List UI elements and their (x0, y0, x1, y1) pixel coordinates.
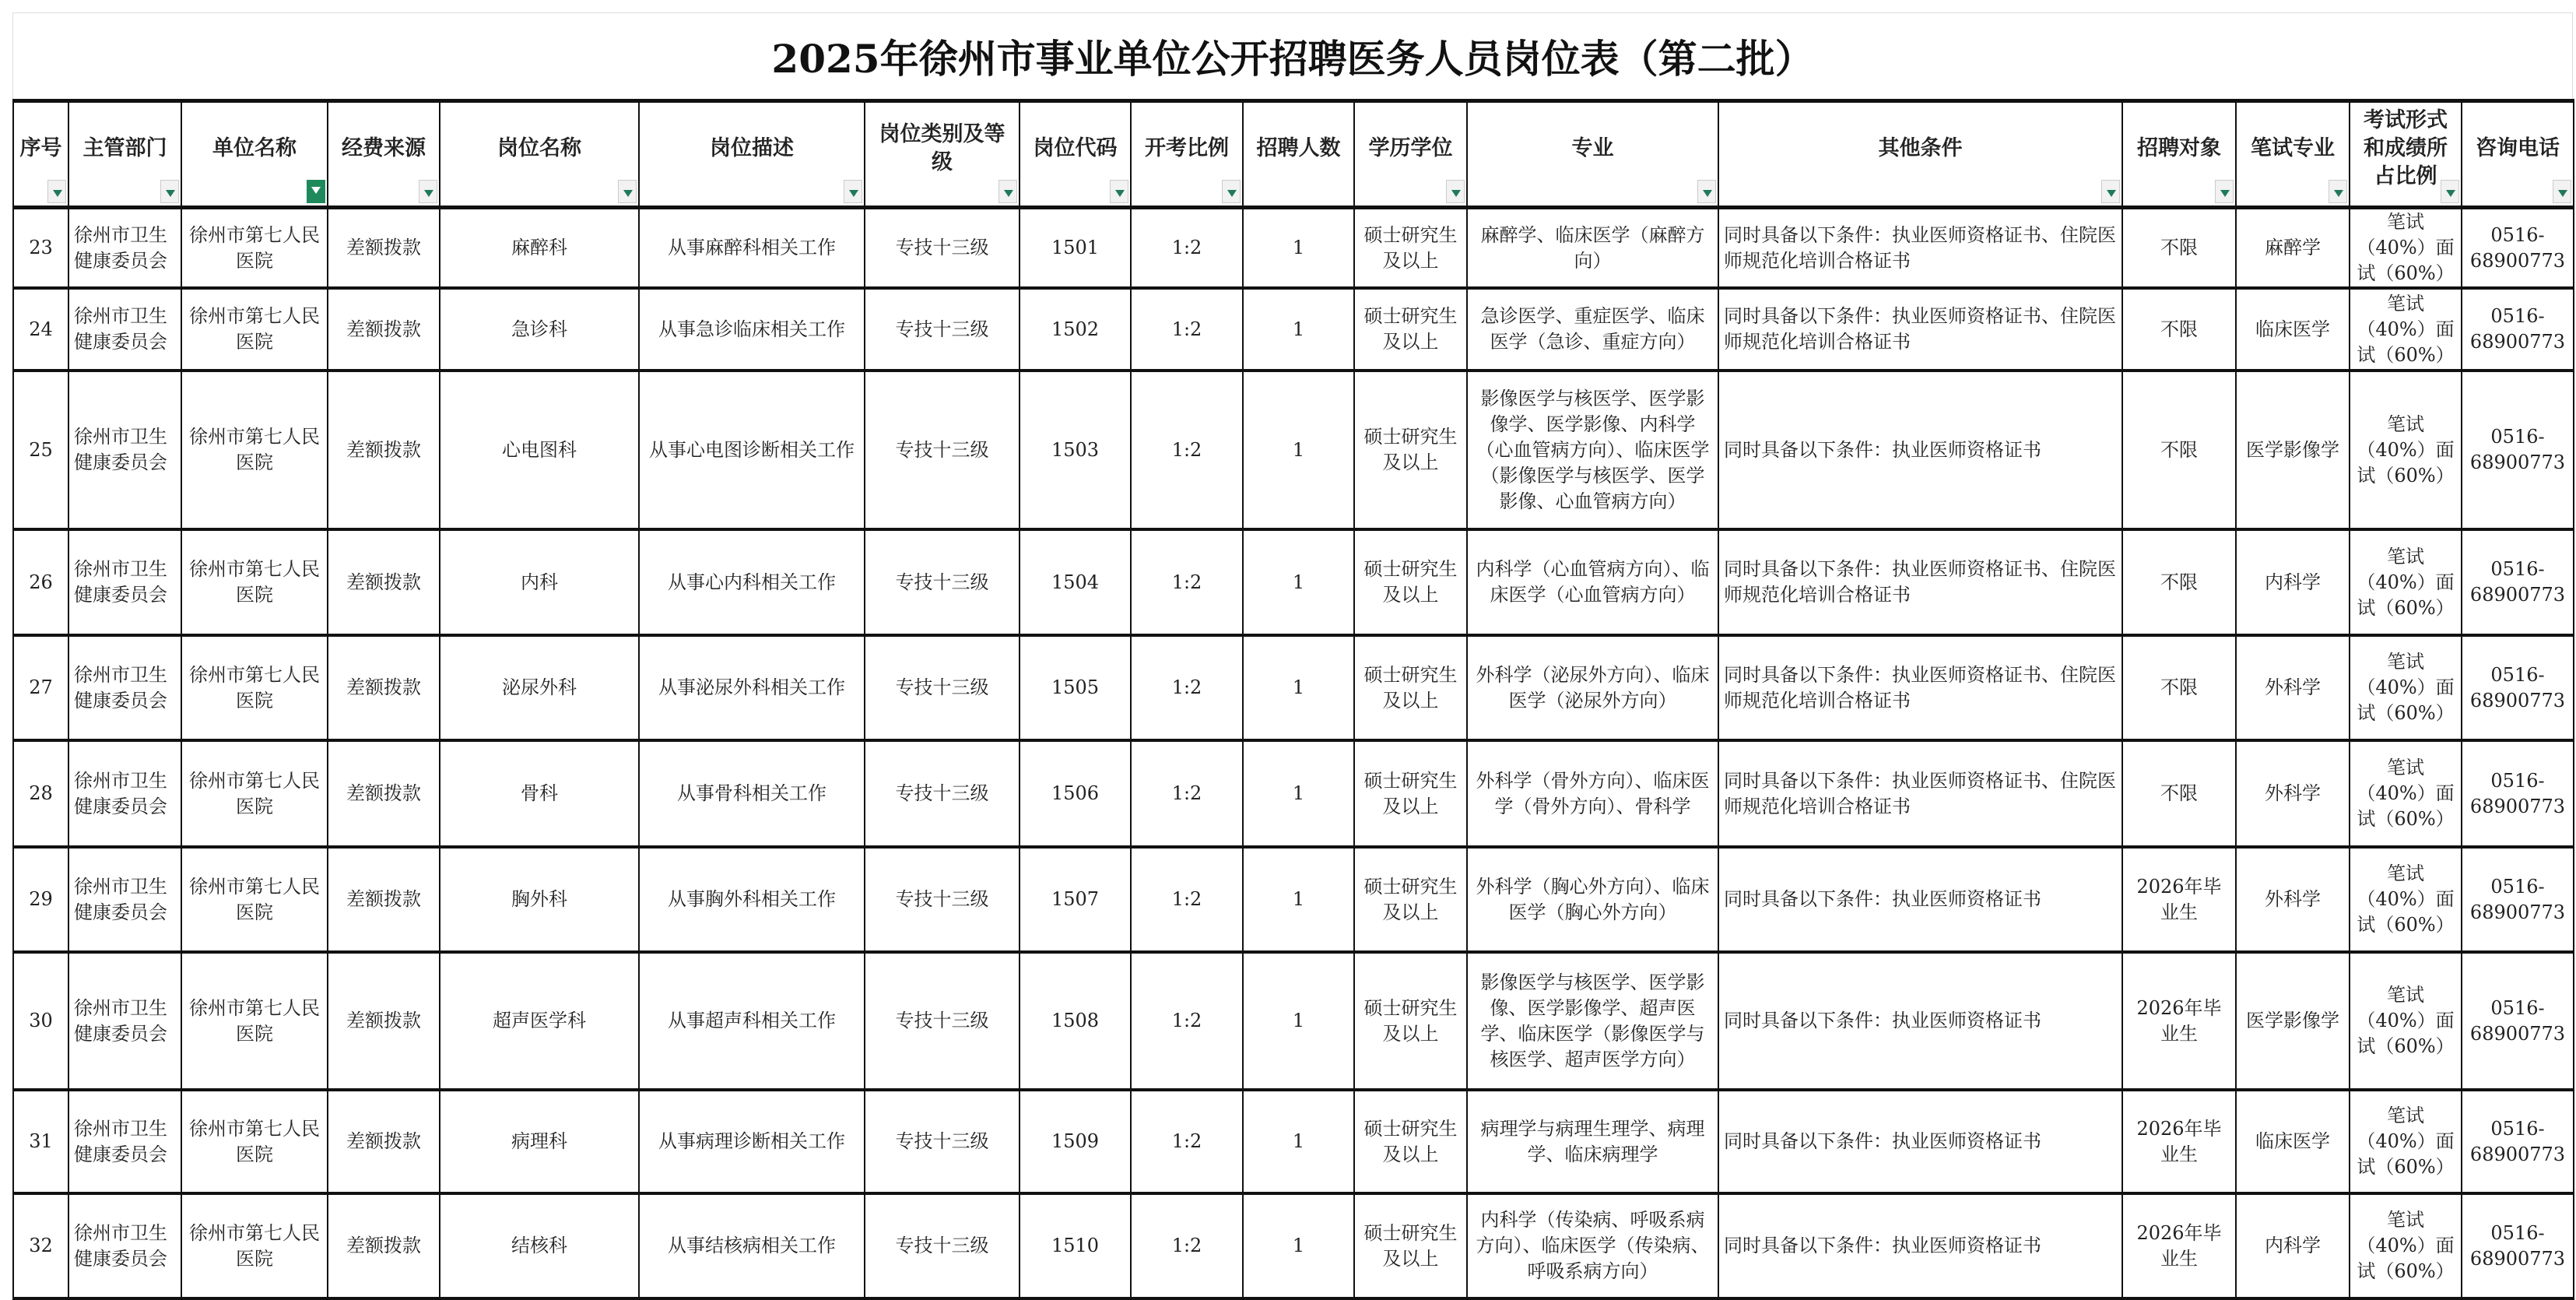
cell-phone[interactable]: 0516-68900773 (2462, 288, 2574, 371)
column-header (1243, 101, 1354, 208)
cell-hire-count[interactable]: 1 (1243, 740, 1354, 847)
cell-written-exam-subject[interactable]: 临床医学 (2236, 288, 2350, 371)
filter-dropdown-button[interactable] (2553, 180, 2571, 203)
cell-funding-source[interactable]: 差额拨款 (328, 847, 440, 952)
cell-department[interactable]: 徐州市卫生健康委员会 (68, 740, 181, 847)
cell-education[interactable]: 硕士研究生及以上 (1354, 208, 1467, 289)
cell-major[interactable]: 急诊医学、重症医学、临床医学（急诊、重症方向） (1467, 288, 1718, 371)
cell-row-number[interactable]: 28 (13, 740, 68, 847)
cell-post-description[interactable]: 从事超声科相关工作 (639, 952, 865, 1090)
table-row (13, 529, 2574, 635)
cell-exam-format[interactable]: 笔试（40%）面试（60%） (2350, 1090, 2462, 1193)
column-header-label: 岗位描述 (710, 136, 794, 160)
filter-dropdown-button[interactable] (998, 180, 1017, 203)
cell-exam-ratio[interactable]: 1:2 (1131, 952, 1243, 1090)
cell-post-grade[interactable]: 专技十三级 (865, 371, 1020, 529)
column-header (68, 101, 181, 208)
spreadsheet (12, 12, 2573, 1300)
header-row (13, 101, 2574, 208)
cell-department[interactable]: 徐州市卫生健康委员会 (68, 952, 181, 1090)
cell-post-grade[interactable]: 专技十三级 (865, 952, 1020, 1090)
cell-post-name[interactable]: 泌尿外科 (440, 635, 639, 740)
filter-dropdown-button[interactable] (2329, 180, 2347, 203)
cell-written-exam-subject[interactable]: 外科学 (2236, 740, 2350, 847)
cell-post-code[interactable]: 1510 (1020, 1193, 1131, 1298)
cell-unit-name[interactable]: 徐州市第七人民医院 (181, 288, 328, 371)
cell-other-conditions[interactable]: 同时具备以下条件：执业医师资格证书、住院医师规范化培训合格证书 (1718, 740, 2122, 847)
cell-written-exam-subject[interactable]: 外科学 (2236, 847, 2350, 952)
cell-post-description[interactable]: 从事心电图诊断相关工作 (639, 371, 865, 529)
cell-exam-ratio[interactable]: 1:2 (1131, 740, 1243, 847)
cell-written-exam-subject[interactable]: 医学影像学 (2236, 952, 2350, 1090)
cell-unit-name[interactable]: 徐州市第七人民医院 (181, 740, 328, 847)
cell-exam-ratio[interactable]: 1:2 (1131, 529, 1243, 635)
cell-education[interactable]: 硕士研究生及以上 (1354, 847, 1467, 952)
column-header (2350, 101, 2462, 208)
filter-dropdown-button[interactable] (618, 180, 637, 203)
column-header-label: 序号 (19, 136, 62, 160)
cell-major[interactable]: 外科学（胸心外方向）、临床医学（胸心外方向） (1467, 847, 1718, 952)
cell-hire-count[interactable]: 1 (1243, 1090, 1354, 1193)
positions-table (12, 99, 2574, 1300)
cell-post-name[interactable]: 超声医学科 (440, 952, 639, 1090)
column-header-label: 笔试专业 (2251, 136, 2335, 160)
column-header (1718, 101, 2122, 208)
cell-phone[interactable]: 0516-68900773 (2462, 208, 2574, 289)
column-header-label: 经费来源 (342, 136, 426, 160)
cell-funding-source[interactable]: 差额拨款 (328, 288, 440, 371)
cell-post-grade[interactable]: 专技十三级 (865, 288, 1020, 371)
column-header-label: 主管部门 (82, 136, 167, 160)
cell-education[interactable]: 硕士研究生及以上 (1354, 740, 1467, 847)
cell-post-code[interactable]: 1504 (1020, 529, 1131, 635)
filter-dropdown-button[interactable] (160, 180, 179, 203)
cell-phone[interactable]: 0516-68900773 (2462, 529, 2574, 635)
cell-row-number[interactable]: 26 (13, 529, 68, 635)
filter-dropdown-button[interactable] (419, 180, 437, 203)
cell-hire-count[interactable]: 1 (1243, 847, 1354, 952)
cell-major[interactable]: 影像医学与核医学、医学影像学、医学影像、内科学（心血管病方向）、临床医学（影像医学与核医学、医学影像、心血管病方向） (1467, 371, 1718, 529)
cell-other-conditions[interactable]: 同时具备以下条件：执业医师资格证书 (1718, 1193, 2122, 1298)
cell-row-number[interactable]: 32 (13, 1193, 68, 1298)
cell-education[interactable]: 硕士研究生及以上 (1354, 1193, 1467, 1298)
cell-post-grade[interactable]: 专技十三级 (865, 1193, 1020, 1298)
cell-recruit-target[interactable]: 2026年毕业生 (2122, 1090, 2236, 1193)
cell-exam-format[interactable]: 笔试（40%）面试（60%） (2350, 288, 2462, 371)
column-header-label: 单位名称 (212, 136, 297, 160)
cell-post-code[interactable]: 1503 (1020, 371, 1131, 529)
cell-row-number[interactable]: 27 (13, 635, 68, 740)
column-header-label: 其他条件 (1878, 136, 1963, 160)
cell-hire-count[interactable]: 1 (1243, 1193, 1354, 1298)
cell-other-conditions[interactable]: 同时具备以下条件：执业医师资格证书、住院医师规范化培训合格证书 (1718, 208, 2122, 289)
cell-exam-format[interactable]: 笔试（40%）面试（60%） (2350, 740, 2462, 847)
cell-post-description[interactable]: 从事胸外科相关工作 (639, 847, 865, 952)
cell-recruit-target[interactable]: 不限 (2122, 371, 2236, 529)
cell-post-code[interactable]: 1508 (1020, 952, 1131, 1090)
cell-post-grade[interactable]: 专技十三级 (865, 1090, 1020, 1193)
cell-funding-source[interactable]: 差额拨款 (328, 1090, 440, 1193)
cell-other-conditions[interactable]: 同时具备以下条件：执业医师资格证书 (1718, 371, 2122, 529)
filter-dropdown-button[interactable] (844, 180, 862, 203)
filter-dropdown-button[interactable] (47, 180, 66, 203)
cell-row-number[interactable]: 31 (13, 1090, 68, 1193)
column-header (1020, 101, 1131, 208)
cell-hire-count[interactable]: 1 (1243, 288, 1354, 371)
cell-hire-count[interactable]: 1 (1243, 529, 1354, 635)
cell-post-code[interactable]: 1501 (1020, 208, 1131, 289)
cell-post-name[interactable]: 内科 (440, 529, 639, 635)
cell-exam-ratio[interactable]: 1:2 (1131, 1090, 1243, 1193)
cell-exam-format[interactable]: 笔试（40%）面试（60%） (2350, 529, 2462, 635)
column-header (1354, 101, 1467, 208)
cell-recruit-target[interactable]: 不限 (2122, 529, 2236, 635)
column-header-label: 岗位代码 (1033, 136, 1118, 160)
column-header (13, 101, 68, 208)
cell-recruit-target[interactable]: 2026年毕业生 (2122, 952, 2236, 1090)
cell-other-conditions[interactable]: 同时具备以下条件：执业医师资格证书、住院医师规范化培训合格证书 (1718, 529, 2122, 635)
cell-hire-count[interactable]: 1 (1243, 208, 1354, 289)
column-header-label: 专业 (1571, 136, 1614, 160)
cell-post-description[interactable]: 从事病理诊断相关工作 (639, 1090, 865, 1193)
cell-post-description[interactable]: 从事心内科相关工作 (639, 529, 865, 635)
filter-dropdown-button[interactable] (1697, 180, 1716, 203)
cell-department[interactable]: 徐州市卫生健康委员会 (68, 635, 181, 740)
cell-recruit-target[interactable]: 不限 (2122, 288, 2236, 371)
column-header (328, 101, 440, 208)
cell-written-exam-subject[interactable]: 麻醉学 (2236, 208, 2350, 289)
cell-row-number[interactable]: 24 (13, 288, 68, 371)
table-row (13, 208, 2574, 289)
cell-funding-source[interactable]: 差额拨款 (328, 208, 440, 289)
cell-exam-format[interactable]: 笔试（40%）面试（60%） (2350, 635, 2462, 740)
sheet-title: 2025年徐州市事业单位公开招聘医务人员岗位表（第二批） (12, 12, 2573, 99)
cell-major[interactable]: 外科学（泌尿外方向）、临床医学（泌尿外方向） (1467, 635, 1718, 740)
cell-post-grade[interactable]: 专技十三级 (865, 847, 1020, 952)
cell-exam-format[interactable]: 笔试（40%）面试（60%） (2350, 208, 2462, 289)
table-row (13, 288, 2574, 371)
cell-written-exam-subject[interactable]: 外科学 (2236, 635, 2350, 740)
table-row (13, 740, 2574, 847)
cell-unit-name[interactable]: 徐州市第七人民医院 (181, 529, 328, 635)
table-row (13, 371, 2574, 529)
cell-major[interactable]: 病理学与病理生理学、病理学、临床病理学 (1467, 1090, 1718, 1193)
column-header-label: 招聘人数 (1256, 136, 1341, 160)
cell-exam-ratio[interactable]: 1:2 (1131, 208, 1243, 289)
cell-post-description[interactable]: 从事麻醉科相关工作 (639, 208, 865, 289)
cell-department[interactable]: 徐州市卫生健康委员会 (68, 847, 181, 952)
cell-major[interactable]: 外科学（骨外方向）、临床医学（骨外方向）、骨科学 (1467, 740, 1718, 847)
cell-exam-format[interactable]: 笔试（40%）面试（60%） (2350, 371, 2462, 529)
cell-phone[interactable]: 0516-68900773 (2462, 847, 2574, 952)
cell-exam-format[interactable]: 笔试（40%）面试（60%） (2350, 847, 2462, 952)
cell-phone[interactable]: 0516-68900773 (2462, 1193, 2574, 1298)
cell-post-code[interactable]: 1505 (1020, 635, 1131, 740)
active-filter-icon[interactable] (307, 180, 325, 203)
cell-recruit-target[interactable]: 2026年毕业生 (2122, 847, 2236, 952)
cell-post-description[interactable]: 从事急诊临床相关工作 (639, 288, 865, 371)
column-header-label: 咨询电话 (2476, 136, 2560, 160)
cell-hire-count[interactable]: 1 (1243, 952, 1354, 1090)
column-header-label: 考试形式和成绩所占比例 (2364, 108, 2448, 188)
table-row (13, 1193, 2574, 1298)
cell-post-grade[interactable]: 专技十三级 (865, 740, 1020, 847)
cell-unit-name[interactable]: 徐州市第七人民医院 (181, 635, 328, 740)
filter-dropdown-button[interactable] (1222, 180, 1241, 203)
cell-written-exam-subject[interactable]: 内科学 (2236, 529, 2350, 635)
cell-post-grade[interactable]: 专技十三级 (865, 635, 1020, 740)
cell-education[interactable]: 硕士研究生及以上 (1354, 1090, 1467, 1193)
cell-phone[interactable]: 0516-68900773 (2462, 1090, 2574, 1193)
cell-phone[interactable]: 0516-68900773 (2462, 635, 2574, 740)
table-row (13, 1090, 2574, 1193)
cell-other-conditions[interactable]: 同时具备以下条件：执业医师资格证书、住院医师规范化培训合格证书 (1718, 635, 2122, 740)
cell-post-name[interactable]: 急诊科 (440, 288, 639, 371)
column-header (2122, 101, 2236, 208)
cell-funding-source[interactable]: 差额拨款 (328, 740, 440, 847)
cell-phone[interactable]: 0516-68900773 (2462, 740, 2574, 847)
cell-department[interactable]: 徐州市卫生健康委员会 (68, 208, 181, 289)
cell-other-conditions[interactable]: 同时具备以下条件：执业医师资格证书、住院医师规范化培训合格证书 (1718, 288, 2122, 371)
cell-exam-ratio[interactable]: 1:2 (1131, 371, 1243, 529)
column-header (440, 101, 639, 208)
cell-funding-source[interactable]: 差额拨款 (328, 635, 440, 740)
column-header-label: 开考比例 (1145, 136, 1229, 160)
cell-row-number[interactable]: 23 (13, 208, 68, 289)
cell-post-code[interactable]: 1507 (1020, 847, 1131, 952)
cell-phone[interactable]: 0516-68900773 (2462, 952, 2574, 1090)
column-header-label: 岗位类别及等级 (879, 122, 1005, 174)
cell-exam-ratio[interactable]: 1:2 (1131, 847, 1243, 952)
cell-education[interactable]: 硕士研究生及以上 (1354, 529, 1467, 635)
cell-major[interactable]: 内科学（心血管病方向）、临床医学（心血管病方向） (1467, 529, 1718, 635)
cell-department[interactable]: 徐州市卫生健康委员会 (68, 1090, 181, 1193)
cell-exam-format[interactable]: 笔试（40%）面试（60%） (2350, 1193, 2462, 1298)
cell-other-conditions[interactable]: 同时具备以下条件：执业医师资格证书 (1718, 847, 2122, 952)
cell-unit-name[interactable]: 徐州市第七人民医院 (181, 952, 328, 1090)
cell-post-name[interactable]: 骨科 (440, 740, 639, 847)
column-header (2462, 101, 2574, 208)
cell-department[interactable]: 徐州市卫生健康委员会 (68, 529, 181, 635)
table-row (13, 847, 2574, 952)
filter-dropdown-button[interactable] (1446, 180, 1465, 203)
cell-funding-source[interactable]: 差额拨款 (328, 371, 440, 529)
cell-major[interactable]: 影像医学与核医学、医学影像、医学影像学、超声医学、临床医学（影像医学与核医学、超声医学方向） (1467, 952, 1718, 1090)
cell-education[interactable]: 硕士研究生及以上 (1354, 952, 1467, 1090)
cell-recruit-target[interactable]: 不限 (2122, 740, 2236, 847)
column-header (865, 101, 1020, 208)
cell-education[interactable]: 硕士研究生及以上 (1354, 635, 1467, 740)
cell-post-name[interactable]: 心电图科 (440, 371, 639, 529)
cell-phone[interactable]: 0516-68900773 (2462, 371, 2574, 529)
cell-other-conditions[interactable]: 同时具备以下条件：执业医师资格证书 (1718, 1090, 2122, 1193)
filter-dropdown-button[interactable] (1110, 180, 1128, 203)
cell-row-number[interactable]: 29 (13, 847, 68, 952)
cell-post-code[interactable]: 1509 (1020, 1090, 1131, 1193)
cell-exam-ratio[interactable]: 1:2 (1131, 635, 1243, 740)
cell-row-number[interactable]: 30 (13, 952, 68, 1090)
cell-department[interactable]: 徐州市卫生健康委员会 (68, 1193, 181, 1298)
column-header-label: 岗位名称 (497, 136, 581, 160)
column-header (639, 101, 865, 208)
cell-hire-count[interactable]: 1 (1243, 635, 1354, 740)
cell-funding-source[interactable]: 差额拨款 (328, 1193, 440, 1298)
filter-dropdown-button[interactable] (2215, 180, 2234, 203)
column-header-label: 学历学位 (1368, 136, 1453, 160)
cell-unit-name[interactable]: 徐州市第七人民医院 (181, 1193, 328, 1298)
cell-exam-format[interactable]: 笔试（40%）面试（60%） (2350, 952, 2462, 1090)
column-header (181, 101, 328, 208)
cell-post-description[interactable]: 从事泌尿外科相关工作 (639, 635, 865, 740)
cell-post-grade[interactable]: 专技十三级 (865, 208, 1020, 289)
filter-dropdown-button[interactable] (2101, 180, 2120, 203)
cell-unit-name[interactable]: 徐州市第七人民医院 (181, 371, 328, 529)
cell-recruit-target[interactable]: 2026年毕业生 (2122, 1193, 2236, 1298)
cell-recruit-target[interactable]: 不限 (2122, 635, 2236, 740)
cell-recruit-target[interactable]: 不限 (2122, 208, 2236, 289)
cell-exam-ratio[interactable]: 1:2 (1131, 288, 1243, 371)
cell-post-description[interactable]: 从事结核病相关工作 (639, 1193, 865, 1298)
cell-department[interactable]: 徐州市卫生健康委员会 (68, 288, 181, 371)
table-row (13, 952, 2574, 1090)
cell-education[interactable]: 硕士研究生及以上 (1354, 371, 1467, 529)
cell-funding-source[interactable]: 差额拨款 (328, 952, 440, 1090)
cell-unit-name[interactable]: 徐州市第七人民医院 (181, 1090, 328, 1193)
cell-written-exam-subject[interactable]: 临床医学 (2236, 1090, 2350, 1193)
cell-written-exam-subject[interactable]: 内科学 (2236, 1193, 2350, 1298)
cell-funding-source[interactable]: 差额拨款 (328, 529, 440, 635)
cell-post-name[interactable]: 麻醉科 (440, 208, 639, 289)
cell-major[interactable]: 麻醉学、临床医学（麻醉方向） (1467, 208, 1718, 289)
cell-major[interactable]: 内科学（传染病、呼吸系病方向）、临床医学（传染病、呼吸系病方向） (1467, 1193, 1718, 1298)
cell-hire-count[interactable]: 1 (1243, 371, 1354, 529)
cell-row-number[interactable]: 25 (13, 371, 68, 529)
cell-post-code[interactable]: 1506 (1020, 740, 1131, 847)
cell-post-name[interactable]: 结核科 (440, 1193, 639, 1298)
cell-post-name[interactable]: 胸外科 (440, 847, 639, 952)
cell-exam-ratio[interactable]: 1:2 (1131, 1193, 1243, 1298)
cell-education[interactable]: 硕士研究生及以上 (1354, 288, 1467, 371)
column-header-label: 招聘对象 (2137, 136, 2221, 160)
column-header (2236, 101, 2350, 208)
cell-post-code[interactable]: 1502 (1020, 288, 1131, 371)
cell-written-exam-subject[interactable]: 医学影像学 (2236, 371, 2350, 529)
cell-post-name[interactable]: 病理科 (440, 1090, 639, 1193)
table-row (13, 635, 2574, 740)
cell-department[interactable]: 徐州市卫生健康委员会 (68, 371, 181, 529)
cell-post-description[interactable]: 从事骨科相关工作 (639, 740, 865, 847)
cell-other-conditions[interactable]: 同时具备以下条件：执业医师资格证书 (1718, 952, 2122, 1090)
cell-post-grade[interactable]: 专技十三级 (865, 529, 1020, 635)
column-header (1467, 101, 1718, 208)
column-header (1131, 101, 1243, 208)
cell-unit-name[interactable]: 徐州市第七人民医院 (181, 847, 328, 952)
filter-dropdown-button[interactable] (2441, 180, 2459, 203)
cell-unit-name[interactable]: 徐州市第七人民医院 (181, 208, 328, 289)
